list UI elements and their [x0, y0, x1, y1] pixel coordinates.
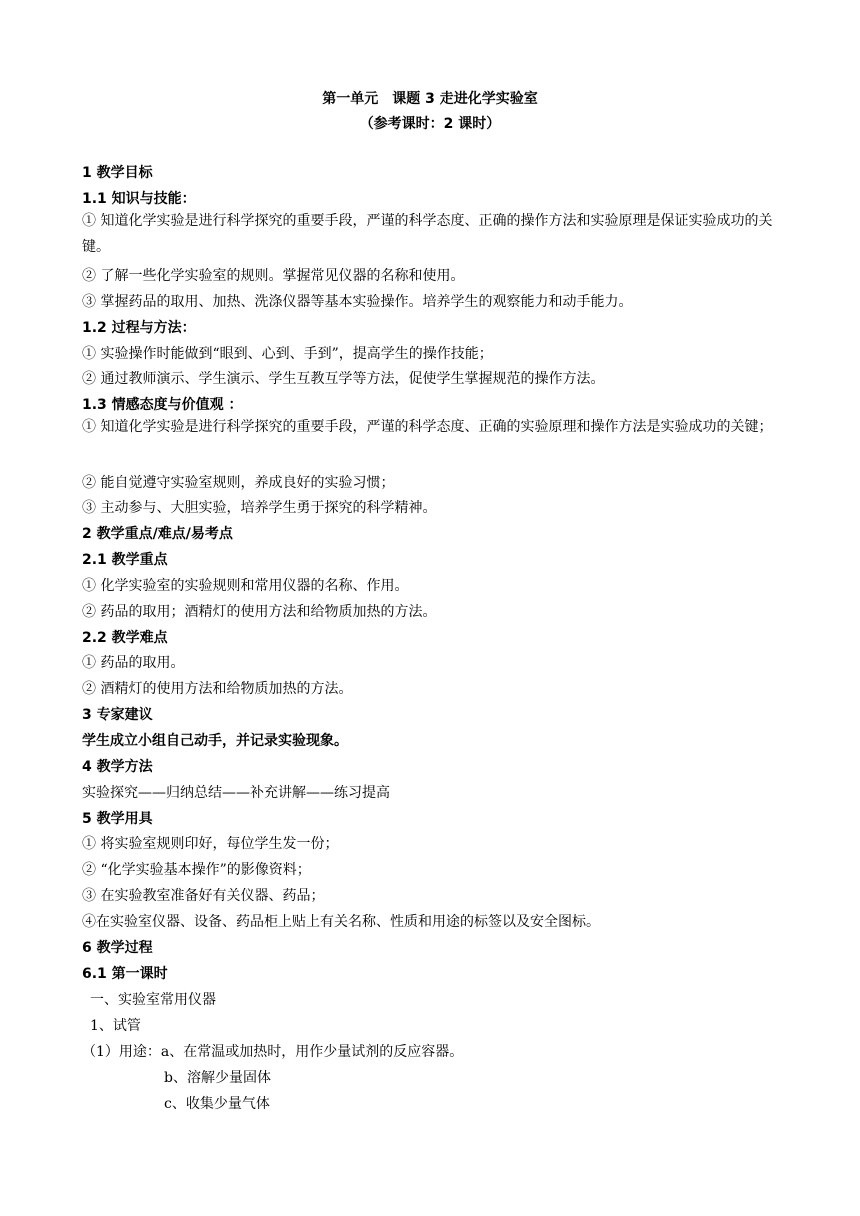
paragraph-item: ① 知道化学实验是进行科学探究的重要手段，严谨的科学态度、正确的操作方法和实验原理是保证实验成功的关键。	[82, 213, 773, 255]
page-title: 第一单元 课题 3 走进化学实验室	[322, 91, 538, 107]
paragraph-item: ④在实验室仪器、设备、药品柜上贴上有关名称、性质和用途的标签以及安全图标。	[82, 914, 600, 930]
section-heading-5: 5 教学用具	[82, 811, 153, 827]
subsection-heading-2-1: 2.1 教学重点	[82, 552, 168, 568]
paragraph-item: ① 药品的取用。	[82, 655, 185, 671]
paragraph-item: b、溶解少量固体	[164, 1070, 271, 1086]
paragraph-item: ② 通过教师演示、学生演示、学生互教互学等方法，促使学生掌握规范的操作方法。	[82, 371, 605, 387]
expert-advice-text: 学生成立小组自己动手，并记录实验现象。	[82, 733, 348, 749]
paragraph-item: 1、试管	[90, 1018, 141, 1034]
paragraph-item: ② 药品的取用；酒精灯的使用方法和给物质加热的方法。	[82, 604, 437, 620]
paragraph-item: ① 知道化学实验是进行科学探究的重要手段，严谨的科学态度、正确的实验原理和操作方法是实验成功的关键；	[82, 419, 773, 435]
paragraph-item: ② 能自觉遵守实验室规则，养成良好的实验习惯；	[82, 475, 395, 491]
teaching-method-text: 实验探究——归纳总结——补充讲解——练习提高	[82, 785, 390, 801]
subsection-heading-2-2: 2.2 教学难点	[82, 630, 168, 646]
section-heading-2: 2 教学重点/难点/易考点	[82, 526, 233, 542]
paragraph-item: c、收集少量气体	[164, 1096, 270, 1112]
paragraph-item: ① 将实验室规则印好，每位学生发一份；	[82, 836, 339, 852]
subsection-heading-1-3: 1.3 情感态度与价值观 ：	[82, 397, 243, 413]
paragraph-item: ② 酒精灯的使用方法和给物质加热的方法。	[82, 681, 353, 697]
paragraph-item: ③ 在实验教室准备好有关仪器、药品；	[82, 888, 325, 904]
paragraph-item: 一、实验室常用仪器	[90, 992, 216, 1008]
paragraph-item: ② 了解一些化学实验室的规则。掌握常见仪器的名称和使用。	[82, 268, 465, 284]
subsection-heading-6-1: 6.1 第一课时	[82, 966, 168, 982]
paragraph-item: ③ 主动参与、大胆实验，培养学生勇于探究的科学精神。	[82, 500, 437, 516]
paragraph-item: ③ 掌握药品的取用、加热、洗涤仪器等基本实验操作。培养学生的观察能力和动手能力。	[82, 294, 633, 310]
subsection-heading-1-1: 1.1 知识与技能：	[82, 191, 196, 207]
section-heading-4: 4 教学方法	[82, 759, 153, 775]
paragraph-item: ① 化学实验室的实验规则和常用仪器的名称、作用。	[82, 578, 409, 594]
section-heading-1: 1 教学目标	[82, 165, 153, 181]
subsection-heading-1-2: 1.2 过程与方法：	[82, 320, 196, 336]
paragraph-item: ① 实验操作时能做到“眼到、心到、手到”，提高学生的操作技能；	[82, 346, 493, 362]
section-heading-3: 3 专家建议	[82, 707, 153, 723]
paragraph-item: ② “化学实验基本操作”的影像资料；	[82, 862, 311, 878]
paragraph-item: （1）用途：a、在常温或加热时，用作少量试剂的反应容器。	[82, 1044, 464, 1060]
page-subtitle: （参考课时：2 课时）	[359, 116, 501, 132]
section-heading-6: 6 教学过程	[82, 940, 153, 956]
